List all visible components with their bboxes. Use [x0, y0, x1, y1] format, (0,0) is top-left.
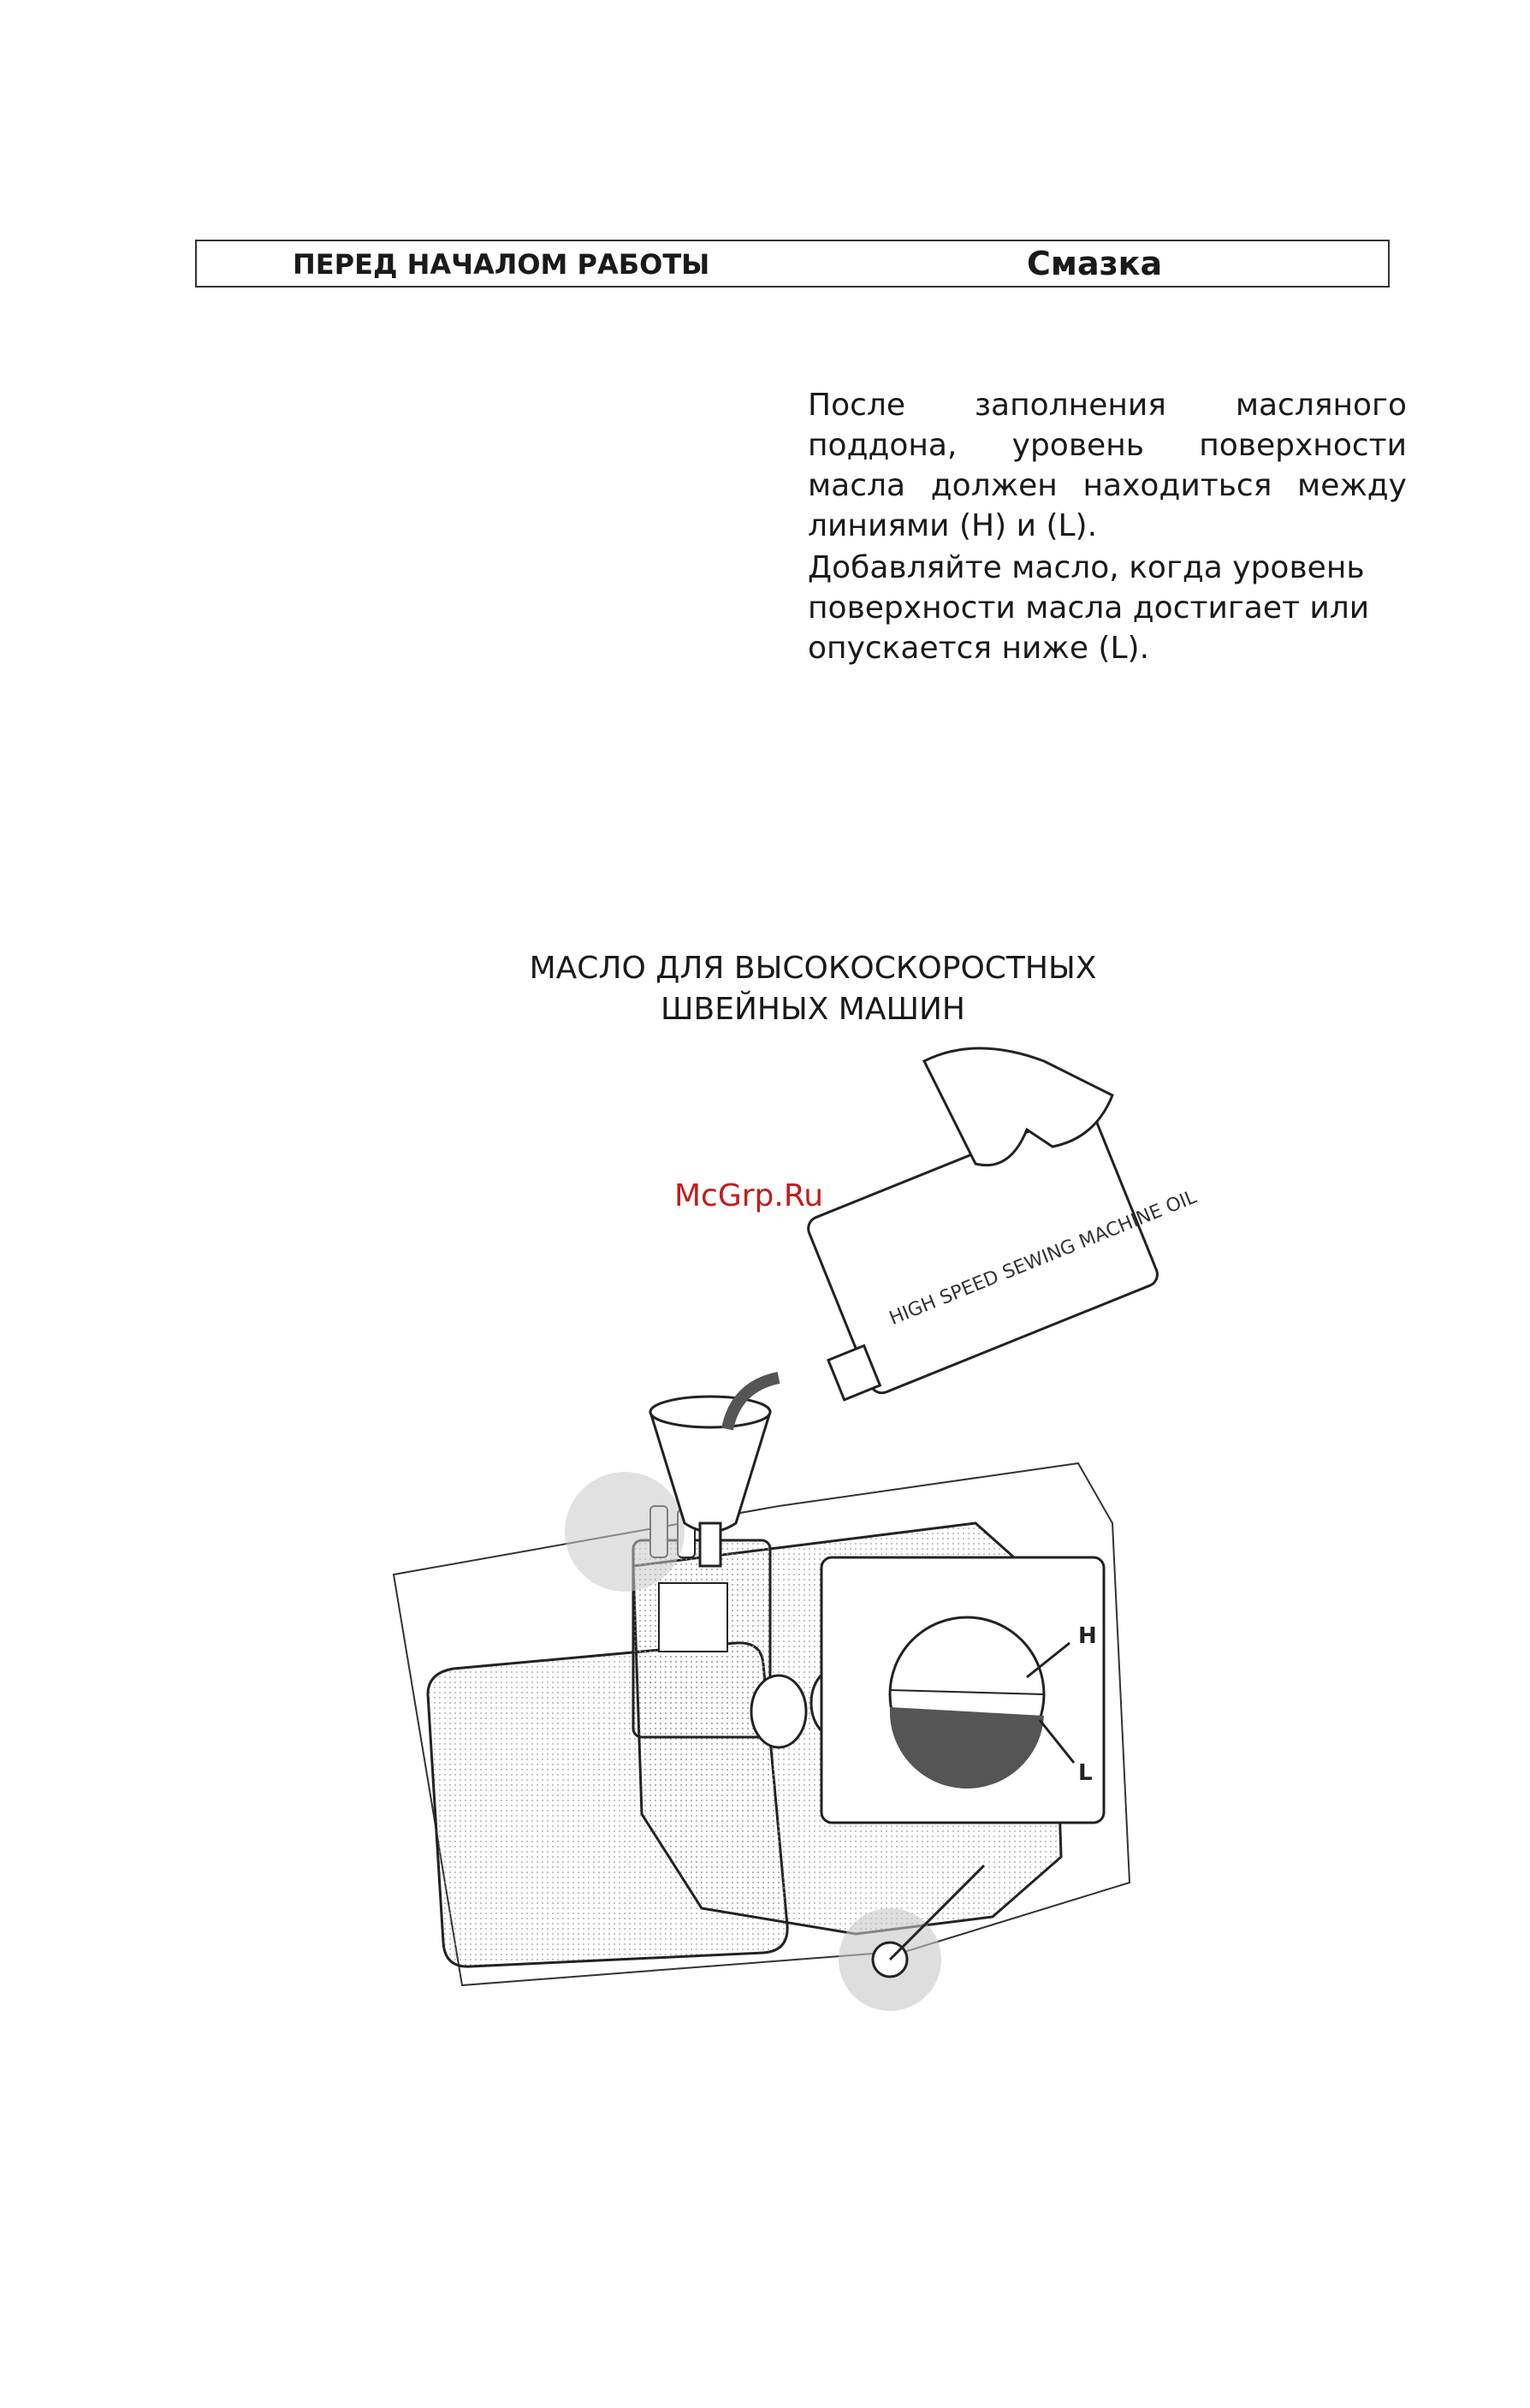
- section-label: ПЕРЕД НАЧАЛОМ РАБОТЫ: [293, 248, 710, 281]
- page-title: Смазка: [1027, 245, 1163, 282]
- figure-caption-line-1: МАСЛО ДЛЯ ВЫСОКОСКОРОСТНЫХ: [529, 951, 1097, 986]
- bottle-label: HIGH SPEED SEWING MACHINE OIL: [886, 1186, 1200, 1330]
- oiling-illustration: [377, 1044, 1309, 2156]
- watermark: McGrp.Ru: [674, 1178, 824, 1213]
- oil-inlet-highlight: [565, 1472, 685, 1592]
- body-paragraph-1: После заполнения масляного поддона, уровень поверхности масла должен находиться между линиями (H) и (L).: [808, 388, 1407, 543]
- figure-caption: [479, 948, 1147, 1030]
- figure-caption-line-2: ШВЕЙНЫХ МАШИН: [661, 992, 965, 1027]
- label-l: L: [1078, 1760, 1093, 1786]
- body-paragraph-2: Добавляйте масло, когда уровень поверхности масла достигает или опускается ниже (L).: [808, 550, 1370, 666]
- label-h: H: [1078, 1623, 1097, 1649]
- section-header: [195, 240, 1390, 288]
